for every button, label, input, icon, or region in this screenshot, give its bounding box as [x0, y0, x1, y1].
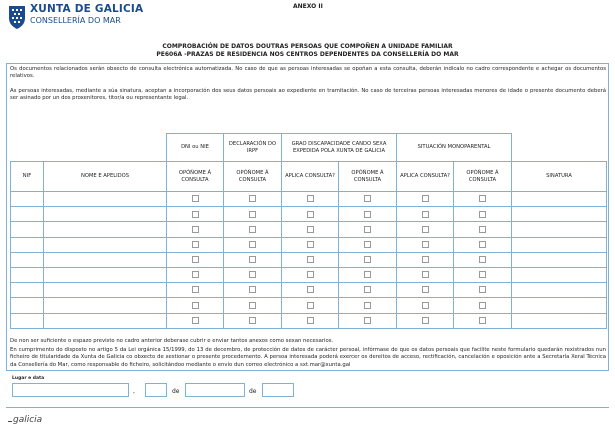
dni-opo-cell [167, 222, 224, 237]
checkbox[interactable] [307, 286, 314, 293]
mono-opo-cell [454, 207, 512, 222]
checkbox[interactable] [307, 226, 314, 233]
nif-cell[interactable] [11, 222, 44, 237]
checkbox[interactable] [422, 226, 429, 233]
checkbox[interactable] [249, 302, 256, 309]
group-header-dni: DNI ou NIE [167, 134, 224, 162]
checkbox[interactable] [364, 195, 371, 202]
disc-aplica-cell [282, 192, 339, 207]
dni-opo-cell [167, 298, 224, 313]
checkbox[interactable] [192, 271, 199, 278]
group-header-discapacidade: GRAO DISCAPACIDADE CANDO SEXA EXPEDIDA POLA XUNTA DE GALICIA [282, 134, 397, 162]
disc-opo-cell [339, 267, 397, 282]
checkbox[interactable] [422, 271, 429, 278]
place-input[interactable] [12, 383, 129, 397]
disc-aplica-cell [282, 283, 339, 298]
disc-opo-cell [339, 298, 397, 313]
nif-cell[interactable] [11, 313, 44, 328]
disc-opo-cell [339, 252, 397, 267]
dni-opo-cell [167, 207, 224, 222]
col-irpf-opo: OPÓÑOME Á CONSULTA [224, 162, 282, 192]
mono-opo-cell [454, 237, 512, 252]
mono-aplica-cell [397, 237, 454, 252]
sinatura-cell[interactable] [512, 192, 607, 207]
checkbox[interactable] [307, 195, 314, 202]
group-header-monoparental: SITUACIÓN MONOPARENTAL [397, 134, 512, 162]
checkbox[interactable] [479, 302, 486, 309]
checkbox[interactable] [479, 211, 486, 218]
col-mono-aplica: APLICA CONSULTA? [397, 162, 454, 192]
mono-opo-cell [454, 252, 512, 267]
col-disc-aplica: APLICA CONSULTA? [282, 162, 339, 192]
form-subtitle: PE606A -PRAZAS DE RESIDENCIA NOS CENTROS DEPENDENTES DA CONSELLERÍA DO MAR [156, 51, 459, 58]
data-protection-notice: En cumprimento do disposto no artigo 5 da Lei orgánica 15/1999, do 13 de decembro, de protección de datos de carácter persoal, infórmase de que os datos persoais que facilite neste formulario quedarán rexistrados nun ficheiro de titularidade da Xunta de Galicia co obxecto de xestionar o presente procedemento. A persoa interesada poderá exercer os dereitos de acceso, rectificación, cancelación e oposición ante a Secretaría Xeral Técnica da Consellería do Mar, como responsable do ficheiro, solicitándoo mediante o envío dun correo electrónico a sxt.mar@xunta.gal [10, 347, 606, 368]
disc-opo-cell [339, 237, 397, 252]
checkbox[interactable] [307, 317, 314, 324]
header-spacer [11, 134, 44, 162]
col-nif: NIF [11, 162, 44, 192]
table-row [11, 313, 607, 328]
day-input[interactable] [145, 383, 167, 397]
col-nome: NOME E APELIDOS [44, 162, 167, 192]
mono-aplica-cell [397, 267, 454, 282]
annex-label: ANEXO II [293, 3, 323, 10]
checkbox[interactable] [249, 195, 256, 202]
sinatura-cell[interactable] [512, 298, 607, 313]
nome-cell[interactable] [44, 283, 167, 298]
checkbox[interactable] [422, 241, 429, 248]
disc-opo-cell [339, 222, 397, 237]
checkbox[interactable] [249, 241, 256, 248]
checkbox[interactable] [307, 271, 314, 278]
irpf-opo-cell [224, 283, 282, 298]
footer-rule [6, 407, 609, 408]
header-spacer [44, 134, 167, 162]
mono-opo-cell [454, 267, 512, 282]
checkbox[interactable] [479, 286, 486, 293]
dni-opo-cell [167, 252, 224, 267]
sinatura-cell[interactable] [512, 283, 607, 298]
table-row [11, 283, 607, 298]
checkbox[interactable] [192, 211, 199, 218]
nome-cell[interactable] [44, 222, 167, 237]
dni-opo-cell [167, 283, 224, 298]
mono-aplica-cell [397, 283, 454, 298]
checkbox[interactable] [192, 195, 199, 202]
irpf-opo-cell [224, 267, 282, 282]
dni-opo-cell [167, 192, 224, 207]
disc-aplica-cell [282, 313, 339, 328]
brand-department: CONSELLERÍA DO MAR [30, 16, 121, 25]
table-row [11, 222, 607, 237]
checkbox[interactable] [364, 317, 371, 324]
mono-aplica-cell [397, 222, 454, 237]
table-row [11, 267, 607, 282]
nome-cell[interactable] [44, 267, 167, 282]
checkbox[interactable] [479, 195, 486, 202]
dni-opo-cell [167, 267, 224, 282]
checkbox[interactable] [249, 286, 256, 293]
checkbox[interactable] [307, 256, 314, 263]
disc-aplica-cell [282, 252, 339, 267]
checkbox[interactable] [422, 317, 429, 324]
checkbox[interactable] [249, 256, 256, 263]
persons-table [10, 133, 607, 329]
checkbox[interactable] [422, 256, 429, 263]
mono-aplica-cell [397, 207, 454, 222]
nome-cell[interactable] [44, 252, 167, 267]
disc-aplica-cell [282, 237, 339, 252]
consultation-notice: Os documentos relacionados serán obxecto de consulta electrónica automatizada. No caso de que as persoas interesadas se opoñan a esta consulta, deberán indicalo no cadro correspondente e achegar os documentos relativos. [10, 66, 606, 80]
checkbox[interactable] [192, 317, 199, 324]
checkbox[interactable] [192, 302, 199, 309]
mono-opo-cell [454, 298, 512, 313]
disc-aplica-cell [282, 267, 339, 282]
xunta-logo-icon [6, 4, 28, 30]
checkbox[interactable] [364, 271, 371, 278]
disc-aplica-cell [282, 298, 339, 313]
checkbox[interactable] [364, 286, 371, 293]
place-comma: , [133, 388, 135, 395]
checkbox[interactable] [192, 256, 199, 263]
sinatura-cell[interactable] [512, 222, 607, 237]
sinatura-cell[interactable] [512, 252, 607, 267]
nif-cell[interactable] [11, 252, 44, 267]
disc-opo-cell [339, 283, 397, 298]
irpf-opo-cell [224, 192, 282, 207]
nome-cell[interactable] [44, 313, 167, 328]
persons-table-body [11, 192, 607, 329]
table-row [11, 192, 607, 207]
checkbox[interactable] [479, 241, 486, 248]
irpf-opo-cell [224, 237, 282, 252]
irpf-opo-cell [224, 313, 282, 328]
mono-opo-cell [454, 192, 512, 207]
nome-cell[interactable] [44, 298, 167, 313]
disc-opo-cell [339, 192, 397, 207]
checkbox[interactable] [422, 286, 429, 293]
mono-aplica-cell [397, 252, 454, 267]
checkbox[interactable] [364, 256, 371, 263]
nome-cell[interactable] [44, 237, 167, 252]
disc-aplica-cell [282, 207, 339, 222]
irpf-opo-cell [224, 252, 282, 267]
irpf-opo-cell [224, 222, 282, 237]
checkbox[interactable] [422, 302, 429, 309]
irpf-opo-cell [224, 298, 282, 313]
checkbox[interactable] [364, 241, 371, 248]
sinatura-cell[interactable] [512, 313, 607, 328]
nif-cell[interactable] [11, 298, 44, 313]
col-dni-opo: OPÓÑOME Á CONSULTA [167, 162, 224, 192]
nome-cell[interactable] [44, 207, 167, 222]
nif-cell[interactable] [11, 207, 44, 222]
space-notice: De non ser suficiente o espazo previsto no cadro anterior deberase cubrir e enviar tantos anexos como sexan necesarios. [10, 338, 334, 344]
mono-aplica-cell [397, 298, 454, 313]
checkbox[interactable] [307, 211, 314, 218]
form-title: COMPROBACIÓN DE DATOS DOUTRAS PERSOAS QUE COMPOÑEN A UNIDADE FAMILIAR [162, 43, 453, 50]
dni-opo-cell [167, 313, 224, 328]
checkbox[interactable] [249, 317, 256, 324]
checkbox[interactable] [479, 256, 486, 263]
checkbox[interactable] [192, 226, 199, 233]
month-input[interactable] [185, 383, 245, 397]
brand [30, 3, 143, 25]
sinatura-cell[interactable] [512, 207, 607, 222]
checkbox[interactable] [364, 211, 371, 218]
nif-cell[interactable] [11, 192, 44, 207]
place-date-label: Lugar e data [12, 376, 45, 381]
checkbox[interactable] [249, 226, 256, 233]
mono-aplica-cell [397, 192, 454, 207]
nif-cell[interactable] [11, 283, 44, 298]
header-spacer [512, 134, 607, 162]
nome-cell[interactable] [44, 192, 167, 207]
col-disc-opo: OPÓÑOME Á CONSULTA [339, 162, 397, 192]
date-de-2: de [249, 388, 257, 395]
table-row [11, 237, 607, 252]
year-input[interactable] [262, 383, 294, 397]
checkbox[interactable] [479, 317, 486, 324]
nif-cell[interactable] [11, 267, 44, 282]
col-mono-opo: OPÓÑOME Á CONSULTA [454, 162, 512, 192]
mono-opo-cell [454, 222, 512, 237]
sinatura-cell[interactable] [512, 237, 607, 252]
checkbox[interactable] [307, 241, 314, 248]
disc-opo-cell [339, 313, 397, 328]
checkbox[interactable] [479, 271, 486, 278]
checkbox[interactable] [422, 211, 429, 218]
checkbox[interactable] [192, 241, 199, 248]
table-row [11, 298, 607, 313]
group-header-irpf: DECLARACIÓN DO IRPF [224, 134, 282, 162]
sinatura-cell[interactable] [512, 267, 607, 282]
galicia-logo [8, 415, 42, 425]
dni-opo-cell [167, 237, 224, 252]
table-row [11, 252, 607, 267]
checkbox[interactable] [307, 302, 314, 309]
consent-notice: As persoas interesadas, mediante a súa sinatura, aceptan a incorporación dos seus datos persoais ao expediente en tramitación. No caso de terceiras persoas interesadas menores de idade o presente documento deberá ser asinado por un dos proxenitores, titor/a ou representante legal. [10, 88, 606, 102]
checkbox[interactable] [364, 302, 371, 309]
disc-aplica-cell [282, 222, 339, 237]
mono-opo-cell [454, 313, 512, 328]
checkbox[interactable] [479, 226, 486, 233]
date-de-1: de [172, 388, 180, 395]
checkbox[interactable] [249, 211, 256, 218]
nif-cell[interactable] [11, 237, 44, 252]
galicia-logo-text: galicia [13, 415, 43, 425]
irpf-opo-cell [224, 207, 282, 222]
brand-name: XUNTA DE GALICIA [30, 3, 144, 15]
header [0, 0, 615, 34]
col-sinatura: SINATURA [512, 162, 607, 192]
mono-opo-cell [454, 283, 512, 298]
checkbox[interactable] [192, 286, 199, 293]
disc-opo-cell [339, 207, 397, 222]
table-row [11, 207, 607, 222]
checkbox[interactable] [249, 271, 256, 278]
checkbox[interactable] [422, 195, 429, 202]
checkbox[interactable] [364, 226, 371, 233]
mono-aplica-cell [397, 313, 454, 328]
